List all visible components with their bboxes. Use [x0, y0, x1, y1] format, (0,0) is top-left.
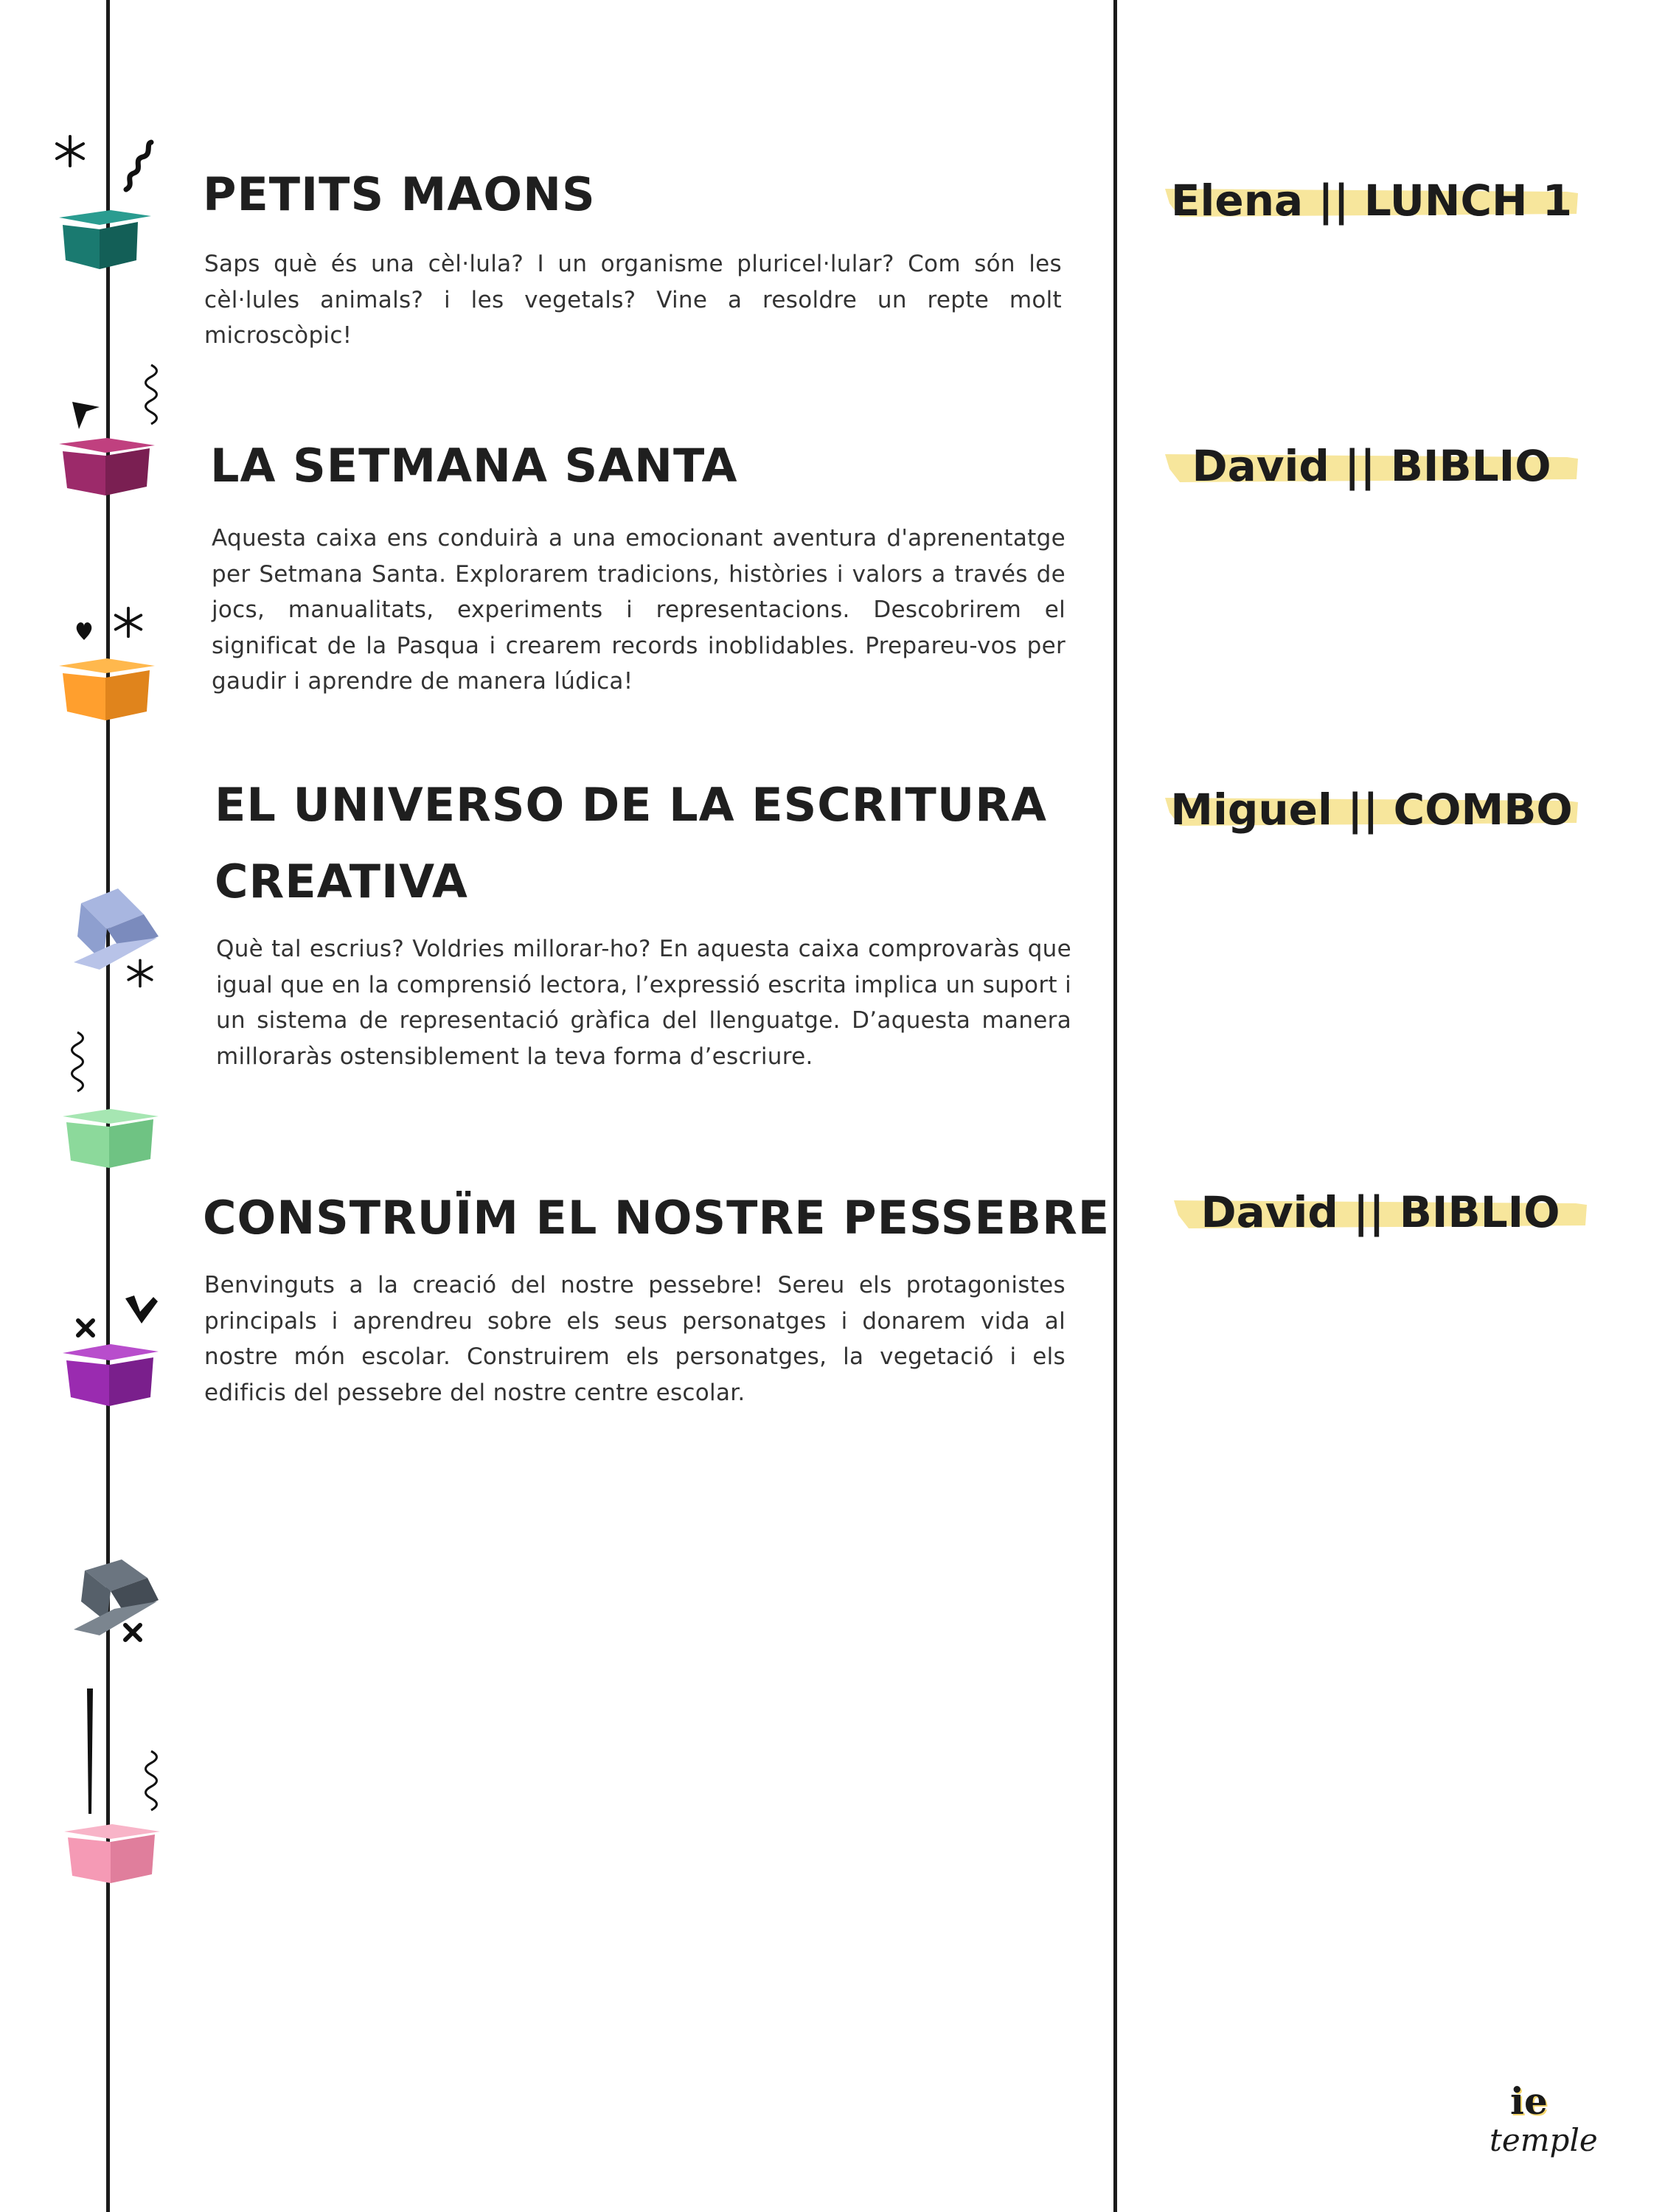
- box-icon-teal: [55, 203, 159, 280]
- section-description-setmana-santa: Aquesta caixa ens conduirà a una emocionant aventura d'aprenentatge per Setmana Santa. Explorarem tradicions, històries i valors a través de jocs, manualitats, experiments i representacions. Descobrirem el significat de la Pasqua i crearem records inoblidables. Prepareu-vos per gaudir i aprendre de manera lúdica!: [212, 525, 1066, 695]
- box-icon-orange: [55, 653, 159, 730]
- section-title-universo-escritura: EL UNIVERSO DE LA ESCRITURA: [215, 778, 1047, 832]
- tag-label: David || BIBLIO: [1200, 1187, 1560, 1237]
- logo-temple-text: temple: [1490, 2122, 1598, 2158]
- tag-label: Miguel || COMBO: [1170, 785, 1573, 835]
- ie-temple-logo: [1490, 2079, 1615, 2168]
- section-description-petits-maons: Saps què és una cèl·lula? I un organisme pluricel·lular? Com són les cèl·lules animals? i les vegetals? Vine a resoldre un repte molt microscòpic!: [204, 251, 1062, 349]
- tag-universo-escritura: [1165, 780, 1578, 839]
- cross-icon: [121, 1621, 145, 1648]
- section-title-universo-escritura-line2: CREATIVA: [215, 855, 468, 908]
- box-icon-magenta: [55, 435, 159, 505]
- column-divider: [1113, 0, 1117, 2212]
- box-icon-green: [59, 1106, 162, 1176]
- check-icon: [124, 1294, 159, 1329]
- tag-pessebre: [1174, 1183, 1587, 1242]
- section-description-pessebre: Benvinguts a la creació del nostre pessebre! Sereu els protagonistes principals i aprendreu sobre els seus personatges i donarem vida al nostre món escolar. Construirem els personatges, la vegetació i els edificis del pessebre del nostre centre escolar.: [204, 1272, 1066, 1406]
- tag-setmana-santa: [1165, 437, 1578, 495]
- tag-label: David || BIBLIO: [1192, 441, 1551, 491]
- section-description-universo-escritura: Què tal escrius? Voldries millorar-ho? En aquesta caixa comprovaràs que igual que en la comprensió lectora, l’expressió escrita implica un suport i un sistema de representació gràfica del llenguatge. D’aquesta manera milloraràs ostensiblement la teva forma d’escriure.: [216, 936, 1071, 1070]
- logo-ie-text: ie: [1510, 2079, 1548, 2123]
- asterisk-icon: [124, 957, 156, 993]
- box-icon-slate: [70, 1556, 166, 1641]
- asterisk-icon: [52, 133, 88, 173]
- tag-label: Elena || LUNCH 1: [1170, 175, 1573, 226]
- asterisk-icon: [111, 605, 146, 644]
- heart-icon: [74, 619, 94, 645]
- squiggle-icon: [122, 1747, 166, 1825]
- squiggle-icon: [70, 1029, 114, 1106]
- box-icon-purple: [59, 1338, 162, 1416]
- section-title-petits-maons: PETITS MAONS: [203, 167, 596, 221]
- section-title-setmana-santa: LA SETMANA SANTA: [210, 439, 738, 493]
- section-title-pessebre: CONSTRUÏM EL NOSTRE PESSEBRE: [203, 1191, 1110, 1245]
- box-icon-pink: [60, 1821, 164, 1891]
- tag-petits-maons: [1165, 171, 1578, 230]
- exclamation-mark-icon: [83, 1685, 97, 1821]
- squiggle-icon: [122, 361, 166, 439]
- squiggle-icon: [114, 136, 159, 199]
- triangle-icon: [70, 398, 107, 435]
